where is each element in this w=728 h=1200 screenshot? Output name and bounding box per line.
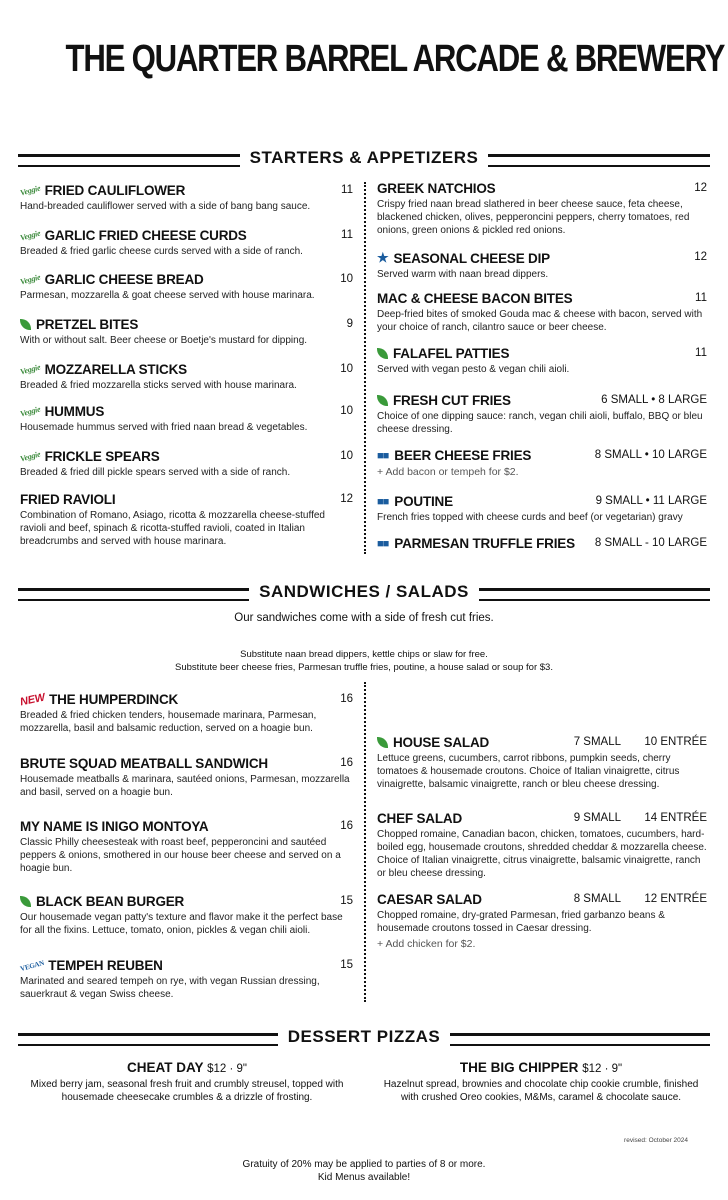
item-description: Classic Philly cheesesteak with roast beef, pepperoncini and sautéed peppers & onions, smothered in our house beer cheese and served on a hoagie bun.	[20, 837, 341, 874]
item-price: 16	[340, 693, 353, 705]
item-name: FRESH CUT FRIES	[393, 393, 511, 408]
item-name: HOUSE SALAD	[393, 735, 490, 750]
item-price: 10	[340, 405, 353, 417]
item-price: 16	[340, 757, 353, 769]
item-name: MOZZARELLA STICKS	[44, 362, 187, 377]
item-price: 6 SMALL • 8 LARGE	[601, 394, 707, 406]
vegan-leaf-icon	[20, 319, 31, 330]
menu-item	[377, 448, 707, 478]
revised-date: revised: October 2024	[624, 1137, 688, 1144]
vegan-leaf-icon	[377, 395, 388, 406]
item-price: 15	[340, 959, 353, 971]
item-description: Served with vegan pesto & vegan chili aioli.	[377, 364, 570, 375]
section-header-starters	[18, 148, 710, 170]
item-description: Breaded & fried garlic cheese curds served with a side of ranch.	[20, 246, 303, 257]
menu-item	[377, 291, 707, 334]
menu-item	[20, 958, 353, 1001]
menu-item	[377, 811, 707, 880]
item-name: FALAFEL PATTIES	[393, 346, 510, 361]
star-icon: ★	[377, 250, 389, 265]
substitute-note-2: Substitute beer cheese fries, Parmesan truffle fries, poutine, a house salad or soup for $3.	[175, 662, 553, 673]
menu-item	[20, 492, 353, 548]
item-price: 12	[694, 251, 707, 263]
item-name: GARLIC CHEESE BREAD	[44, 272, 204, 287]
item-price: 15	[340, 895, 353, 907]
item-name: POUTINE	[394, 494, 453, 509]
item-price-small: 8 SMALL	[573, 893, 621, 905]
item-price: 8 SMALL • 10 LARGE	[594, 449, 707, 461]
sandwich-note: Our sandwiches come with a side of fresh cut fries.	[234, 612, 494, 624]
item-description: Housemade hummus served with fried naan bread & vegetables.	[20, 422, 308, 433]
item-name: BLACK BEAN BURGER	[36, 894, 185, 909]
vegan-leaf-icon	[377, 348, 388, 359]
item-description: Chopped romaine, Canadian bacon, chicken, tomatoes, cucumbers, hard-boiled egg, housemade croutons, shredded cheddar & mozzarella cheese. Choice of Italian vinaigrette, citrus vinaigrette, balsamic vinaigrette, ranch or bleu cheese dressing.	[377, 829, 707, 879]
item-price: 11	[341, 184, 353, 196]
veggie-badge-icon: Veggie	[19, 404, 42, 419]
section-title-dessert: DESSERT PIZZAS	[278, 1027, 450, 1046]
item-name: PARMESAN TRUFFLE FRIES	[394, 536, 575, 551]
item-name: BRUTE SQUAD MEATBALL SANDWICH	[20, 756, 268, 771]
column-divider	[364, 682, 366, 1002]
item-description: Breaded & fried mozzarella sticks served with house marinara.	[20, 380, 297, 391]
menu-item	[377, 393, 707, 436]
menu-item	[20, 894, 353, 937]
item-price: 10	[340, 363, 353, 375]
item-description: Served warm with naan bread dippers.	[377, 269, 549, 280]
menu-item	[20, 756, 353, 799]
item-price-small: 9 SMALL	[573, 812, 621, 824]
vegan-leaf-icon	[377, 737, 388, 748]
gluten-free-dots-icon: ■■	[377, 537, 389, 550]
kids-menu-note: Kid Menus available!	[317, 1172, 411, 1183]
menu-item	[20, 449, 353, 479]
item-price: 11	[695, 347, 707, 359]
menu-item	[20, 404, 353, 434]
section-title-sandwiches: SANDWICHES / SALADS	[249, 582, 479, 601]
gluten-free-dots-icon: ■■	[377, 495, 389, 508]
menu-item	[20, 362, 353, 392]
menu-item	[377, 181, 707, 237]
column-divider	[364, 182, 366, 554]
item-name: MAC & CHEESE BACON BITES	[377, 291, 573, 306]
item-description: Breaded & fried chicken tenders, housemade marinara, Parmesan, mozzarella, basil and balsamic reduction, served on a hoagie bun.	[20, 710, 317, 734]
pizza-name: THE BIG CHIPPER	[459, 1060, 579, 1075]
menu-item	[20, 228, 353, 258]
item-price-large: 10 ENTRÉE	[644, 736, 707, 748]
item-price: 8 SMALL - 10 LARGE	[594, 537, 707, 549]
menu-item	[20, 819, 353, 875]
item-name: FRICKLE SPEARS	[44, 449, 160, 464]
item-name: CAESAR SALAD	[377, 892, 482, 907]
item-name: CHEF SALAD	[377, 811, 462, 826]
item-name: HUMMUS	[44, 404, 105, 419]
pizza-price: $12 · 9"	[207, 1063, 247, 1075]
menu-item	[377, 250, 707, 281]
menu-item	[377, 892, 707, 950]
pizza-desc: Hazelnut spread, brownies and chocolate chip cookie crumble, finished with crushed Oreo cookies, M&Ms, caramel & chocolate sauce.	[383, 1079, 699, 1103]
item-description: Deep-fried bites of smoked Gouda mac & cheese with bacon, served with your choice of ranch, cilantro sauce or beer cheese.	[377, 309, 703, 333]
item-name: GREEK NATCHIOS	[377, 181, 496, 196]
menu-item	[377, 735, 707, 791]
item-description: Marinated and seared tempeh on rye, with vegan Russian dressing, sauerkraut & vegan Swiss cheese.	[20, 976, 320, 1000]
menu-item	[377, 346, 707, 376]
item-name: THE HUMPERDINCK	[49, 692, 179, 707]
item-price: 9	[346, 318, 353, 330]
item-description: Breaded & fried dill pickle spears served with a side of ranch.	[20, 467, 291, 478]
item-name: BEER CHEESE FRIES	[394, 448, 532, 463]
item-price: 11	[695, 292, 707, 304]
veggie-badge-icon: Veggie	[19, 362, 42, 377]
item-name: FRIED CAULIFLOWER	[44, 183, 186, 198]
new-badge-icon: NEW	[19, 691, 47, 708]
item-description: Choice of one dipping sauce: ranch, vegan chili aioli, buffalo, BBQ or bleu cheese dressing.	[377, 411, 703, 435]
item-description: Chopped romaine, dry-grated Parmesan, fried garbanzo beans & housemade croutons tossed in Caesar dressing.	[377, 910, 665, 934]
item-description: French fries topped with cheese curds and beef (or vegetarian) gravy	[377, 512, 683, 523]
item-price: 16	[340, 820, 353, 832]
item-name: SEASONAL CHEESE DIP	[393, 250, 550, 266]
item-description: Crispy fried naan bread slathered in beer cheese sauce, feta cheese, blackened chicken, olives, pepperoncini peppers, cherry tomatoes, red onions, green onions & pickled red onions.	[377, 199, 690, 236]
item-price: 12	[340, 493, 353, 505]
gluten-free-dots-icon: ■■	[377, 449, 389, 462]
item-price-large: 12 ENTRÉE	[644, 893, 707, 905]
item-description: Our housemade vegan patty's texture and flavor make it the perfect base for all the fixins. Lettuce, tomato, onion, pickles & vegan chili aioli.	[20, 912, 343, 936]
item-name: GARLIC FRIED CHEESE CURDS	[44, 228, 247, 243]
veggie-badge-icon: Veggie	[19, 228, 42, 243]
pizza-price: $12 · 9"	[582, 1063, 623, 1075]
item-description: Hand-breaded cauliflower served with a side of bang bang sauce.	[20, 201, 311, 212]
vegan-badge-icon: VEGAN	[19, 958, 45, 973]
item-price: 11	[341, 229, 353, 241]
item-name: MY NAME IS INIGO MONTOYA	[20, 819, 209, 834]
item-price: 10	[340, 450, 353, 462]
veggie-badge-icon: Veggie	[19, 183, 42, 198]
item-description: Housemade meatballs & marinara, sautéed onions, Parmesan, mozzarella and basil, served on a hoagie bun.	[20, 774, 350, 798]
item-price: 12	[694, 182, 707, 194]
item-price: 9 SMALL • 11 LARGE	[595, 495, 707, 507]
gratuity-note: Gratuity of 20% may be applied to parties of 8 or more.	[242, 1159, 486, 1170]
item-price-small: 7 SMALL	[573, 736, 621, 748]
item-addon: + Add bacon or tempeh for $2.	[377, 466, 519, 478]
veggie-badge-icon: Veggie	[19, 449, 42, 464]
section-title-starters: STARTERS & APPETIZERS	[240, 148, 489, 167]
menu-item	[20, 183, 353, 213]
pizza-name: CHEAT DAY	[127, 1060, 204, 1075]
menu-item	[377, 494, 707, 524]
page-title: THE QUARTER BARREL ARCADE & BREWERY	[65, 38, 725, 80]
item-name: FRIED RAVIOLI	[20, 492, 116, 507]
item-description: With or without salt. Beer cheese or Boetje's mustard for dipping.	[20, 335, 308, 346]
item-description: Combination of Romano, Asiago, ricotta & mozzarella cheese-stuffed ravioli and beef, spinach & ricotta-stuffed ravioli, coated in Italian breadcrumbs and served with house marinara.	[20, 510, 325, 547]
vegan-leaf-icon	[20, 896, 31, 907]
veggie-badge-icon: Veggie	[19, 272, 42, 287]
menu-item	[20, 317, 353, 347]
item-price: 10	[340, 273, 353, 285]
menu-item	[20, 272, 353, 302]
pizza-desc: Mixed berry jam, seasonal fresh fruit and crumbly streusel, topped with housemade cheesecake crumbles & a drizzle of frosting.	[30, 1079, 344, 1103]
substitute-note-1: Substitute naan bread dippers, kettle chips or slaw for free.	[240, 649, 488, 660]
item-description: Lettuce greens, cucumbers, carrot ribbons, pumpkin seeds, cherry tomatoes & housemade croutons. Choice of Italian vinaigrette, citrus vinaigrette, balsamic vinaigrette, ranch or bleu cheese dressing.	[377, 753, 680, 790]
menu-item	[20, 692, 353, 735]
pizza-item	[22, 1060, 352, 1104]
item-addon: + Add chicken for $2.	[377, 938, 476, 950]
item-name: TEMPEH REUBEN	[48, 958, 163, 973]
section-header-sandwiches	[18, 582, 710, 604]
item-price-large: 14 ENTRÉE	[644, 812, 707, 824]
menu-item	[377, 536, 707, 551]
item-description: Parmesan, mozzarella & goat cheese served with house marinara.	[20, 290, 315, 301]
section-header-dessert	[18, 1027, 710, 1049]
item-name: PRETZEL BITES	[36, 317, 139, 332]
pizza-item	[376, 1060, 706, 1104]
